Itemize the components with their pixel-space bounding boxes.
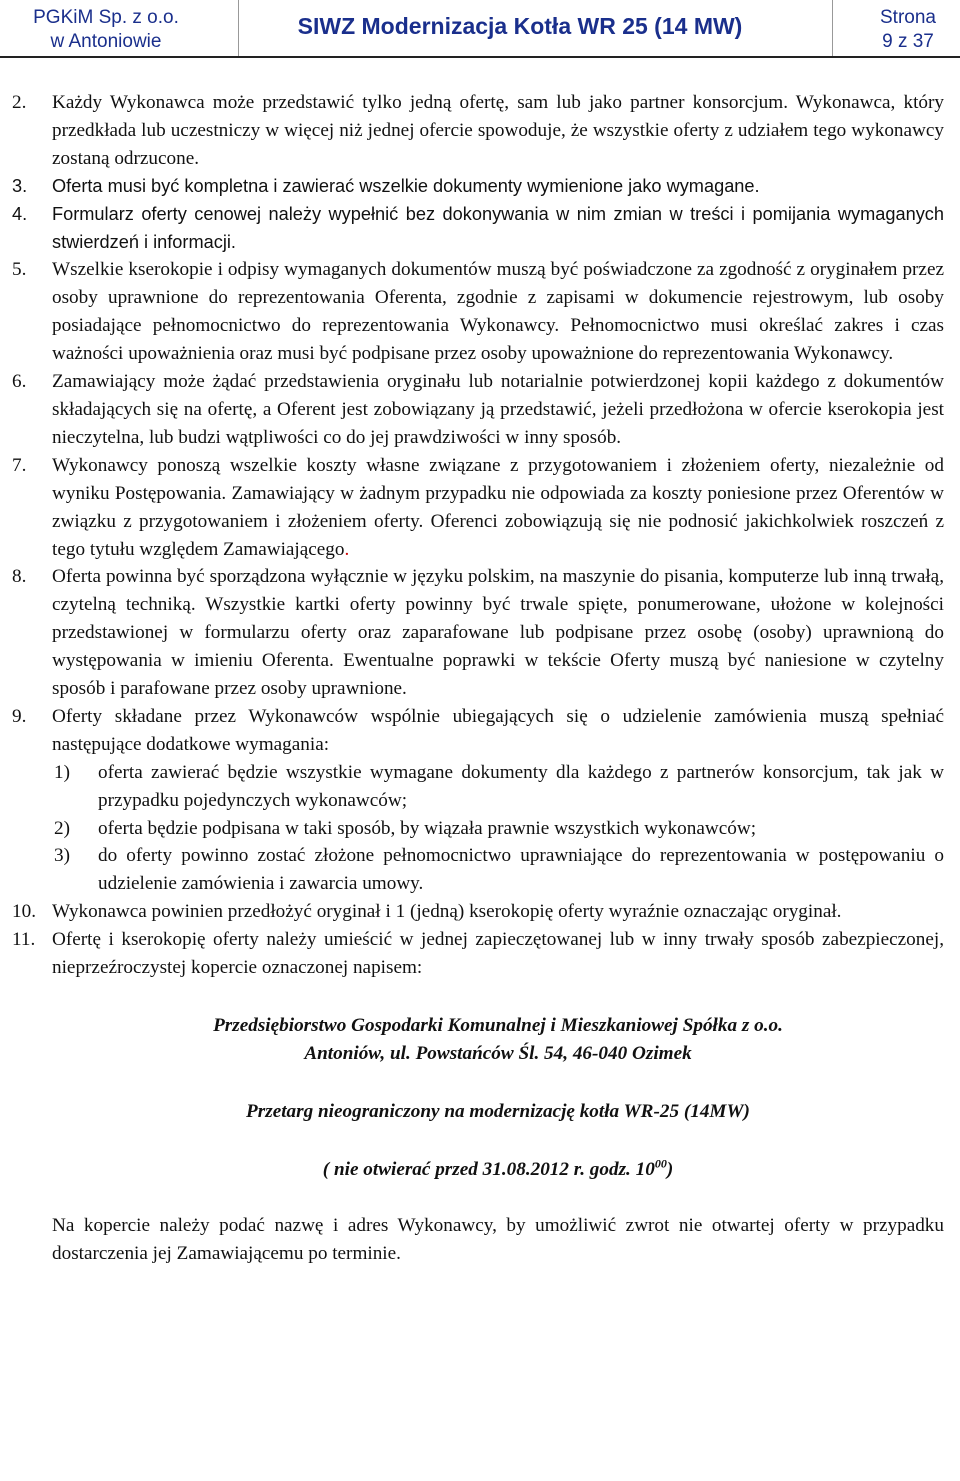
list-item bbox=[12, 703, 944, 759]
item-text: Oferty składane przez Wykonawców wspólnie ubiegających się o udzielenie zamówienia muszą spełniać następujące dodatkowe wymagania: bbox=[52, 705, 944, 755]
list-item bbox=[12, 173, 944, 201]
item-text: Oferta musi być kompletna i zawierać wszelkie dokumenty wymienione jako wymagane. bbox=[52, 175, 760, 196]
item-text: Każdy Wykonawca może przedstawić tylko jedną ofertę, sam lub jako partner konsorcjum. Wykonawca, który przedkłada lub uczestniczy w więcej niż jednej ofercie spowoduje, że wszystkie oferty z udziałem tego wykonawcy zostaną odrzucone. bbox=[52, 92, 944, 169]
document-body bbox=[12, 89, 944, 1267]
list-item bbox=[12, 256, 944, 368]
item-number: 11. bbox=[12, 929, 36, 951]
sub-item-number: 2) bbox=[54, 817, 70, 839]
sub-list-item bbox=[12, 815, 944, 843]
sub-item-text: oferta będzie podpisana w taki sposób, by wiązała prawnie wszystkich wykonawców; bbox=[98, 817, 757, 839]
item-text-tail: . bbox=[344, 538, 350, 560]
header-divider bbox=[238, 0, 239, 56]
item-number: 7. bbox=[12, 454, 27, 476]
envelope-line: Antoniów, ul. Powstańców Śl. 54, 46-040 Ozimek bbox=[304, 1042, 692, 1064]
item-number: 6. bbox=[12, 371, 27, 393]
list-item bbox=[12, 898, 944, 926]
company-line-2: w Antoniowie bbox=[50, 31, 162, 52]
list-item bbox=[12, 563, 944, 703]
envelope-deadline bbox=[12, 1156, 944, 1184]
company-name bbox=[6, 6, 206, 54]
item-text: Wykonawca powinien przedłożyć oryginał i 1 (jedną) kserokopię oferty wyraźnie oznaczając oryginał. bbox=[52, 901, 842, 923]
page-label: Strona bbox=[880, 7, 936, 28]
item-text: Wszelkie kserokopie i odpisy wymaganych dokumentów muszą być poświadczone za zgodność z oryginałem przez osoby uprawnione do reprezentowania Oferenta, zgodnie z zapisami w dokumencie rejestrowym, lub osoby posiadające pełnomocnictwo do reprezentowania Wykonawcy. Pełnomocnictwo musi określać zakres i czas ważności upoważnienia oraz musi być podpisane przez osoby upoważnione do reprezentowania Wykonawcy. bbox=[52, 259, 944, 365]
sub-item-number: 3) bbox=[54, 845, 70, 867]
list-item bbox=[12, 89, 944, 173]
deadline-close: ) bbox=[666, 1158, 674, 1180]
sub-item-text: oferta zawierać będzie wszystkie wymagane dokumenty dla każdego z partnerów konsorcjum, tak jak w przypadku pojedynczych wykonawców; bbox=[98, 761, 944, 811]
list-item bbox=[12, 201, 944, 257]
sub-item-number: 1) bbox=[54, 761, 70, 783]
item-number: 4. bbox=[12, 203, 28, 224]
list-item bbox=[12, 452, 944, 564]
item-number: 2. bbox=[12, 92, 27, 113]
company-line-1: PGKiM Sp. z o.o. bbox=[33, 7, 179, 28]
document-title: SIWZ Modernizacja Kotła WR 25 (14 MW) bbox=[297, 13, 743, 39]
item-number: 3. bbox=[12, 175, 28, 196]
envelope-subject: Przetarg nieograniczony na modernizację kotła WR-25 (14MW) bbox=[246, 1100, 750, 1122]
item-text: Ofertę i kserokopię oferty należy umieścić w jednej zapieczętowanej lub w inny trwały sposób zabezpieczonej, nieprzeźroczystej kopercie oznaczonej napisem: bbox=[52, 929, 944, 979]
page-header bbox=[0, 0, 960, 58]
item-text: Wykonawcy ponoszą wszelkie koszty własne związane z przygotowaniem i złożeniem oferty, niezależnie od wyniku Postępowania. Zamawiający w żadnym przypadku nie odpowiada za koszty poniesione przez Oferentów w związku z przygotowaniem i złożeniem oferty. Oferenci zobowiązują się nie podnosić jakichkolwiek roszczeń z tego tytułu względem Zamawiającego bbox=[52, 454, 944, 560]
item-number: 8. bbox=[12, 566, 27, 588]
deadline-text: ( nie otwierać przed 31.08.2012 r. godz. 10 bbox=[322, 1158, 655, 1180]
page-indicator bbox=[858, 6, 958, 54]
page-number: 9 z 37 bbox=[882, 31, 934, 52]
sub-item-text: do oferty powinno zostać złożone pełnomocnictwo uprawniające do reprezentowania w postępowaniu o udzielenie zamówienia i zawarcia umowy. bbox=[98, 845, 944, 895]
sub-list-item bbox=[12, 759, 944, 815]
item-number: 5. bbox=[12, 259, 27, 281]
deadline-minutes: 00 bbox=[654, 1156, 667, 1171]
item-text: Oferta powinna być sporządzona wyłącznie w języku polskim, na maszynie do pisania, komputerze lub inną trwałą, czytelną techniką. Wszystkie kartki oferty powinny być trwale spięte, ponumerowane, ułożone w kolejności przedstawionej w formularzu oferty oraz zaparafowane lub podpisane przez osobę (osoby) uprawnioną do występowania w imieniu Oferenta. Ewentualne poprawki w tekście Oferty muszą być naniesione w czytelny sposób i parafowane przez osoby uprawnione. bbox=[52, 566, 944, 700]
list-item bbox=[12, 926, 944, 982]
header-divider bbox=[832, 0, 833, 56]
closing-paragraph: Na kopercie należy podać nazwę i adres Wykonawcy, by umożliwić zwrot nie otwartej oferty w przypadku dostarczenia jej Zamawiającemu po terminie. bbox=[52, 1214, 944, 1264]
item-text: Formularz oferty cenowej należy wypełnić bez dokonywania w nim zmian w treści i pomijania wymaganych stwierdzeń i informacji. bbox=[52, 203, 944, 252]
envelope-line: Przedsiębiorstwo Gospodarki Komunalnej i Mieszkaniowej Spółka z o.o. bbox=[213, 1015, 783, 1036]
sub-list-item bbox=[12, 842, 944, 898]
envelope-recipient bbox=[12, 1012, 944, 1068]
item-number: 10. bbox=[12, 901, 36, 923]
item-text: Zamawiający może żądać przedstawienia oryginału lub notarialnie potwierdzonej kopii każdego z dokumentów składających się na ofertę, a Oferent jest zobowiązany ją przedstawić, jeżeli przedłożona w ofercie kserokopia jest nieczytelna, lub budzi wątpliwości co do jej prawdziwości w inny sposób. bbox=[52, 371, 944, 448]
item-number: 9. bbox=[12, 705, 27, 727]
list-item bbox=[12, 368, 944, 452]
